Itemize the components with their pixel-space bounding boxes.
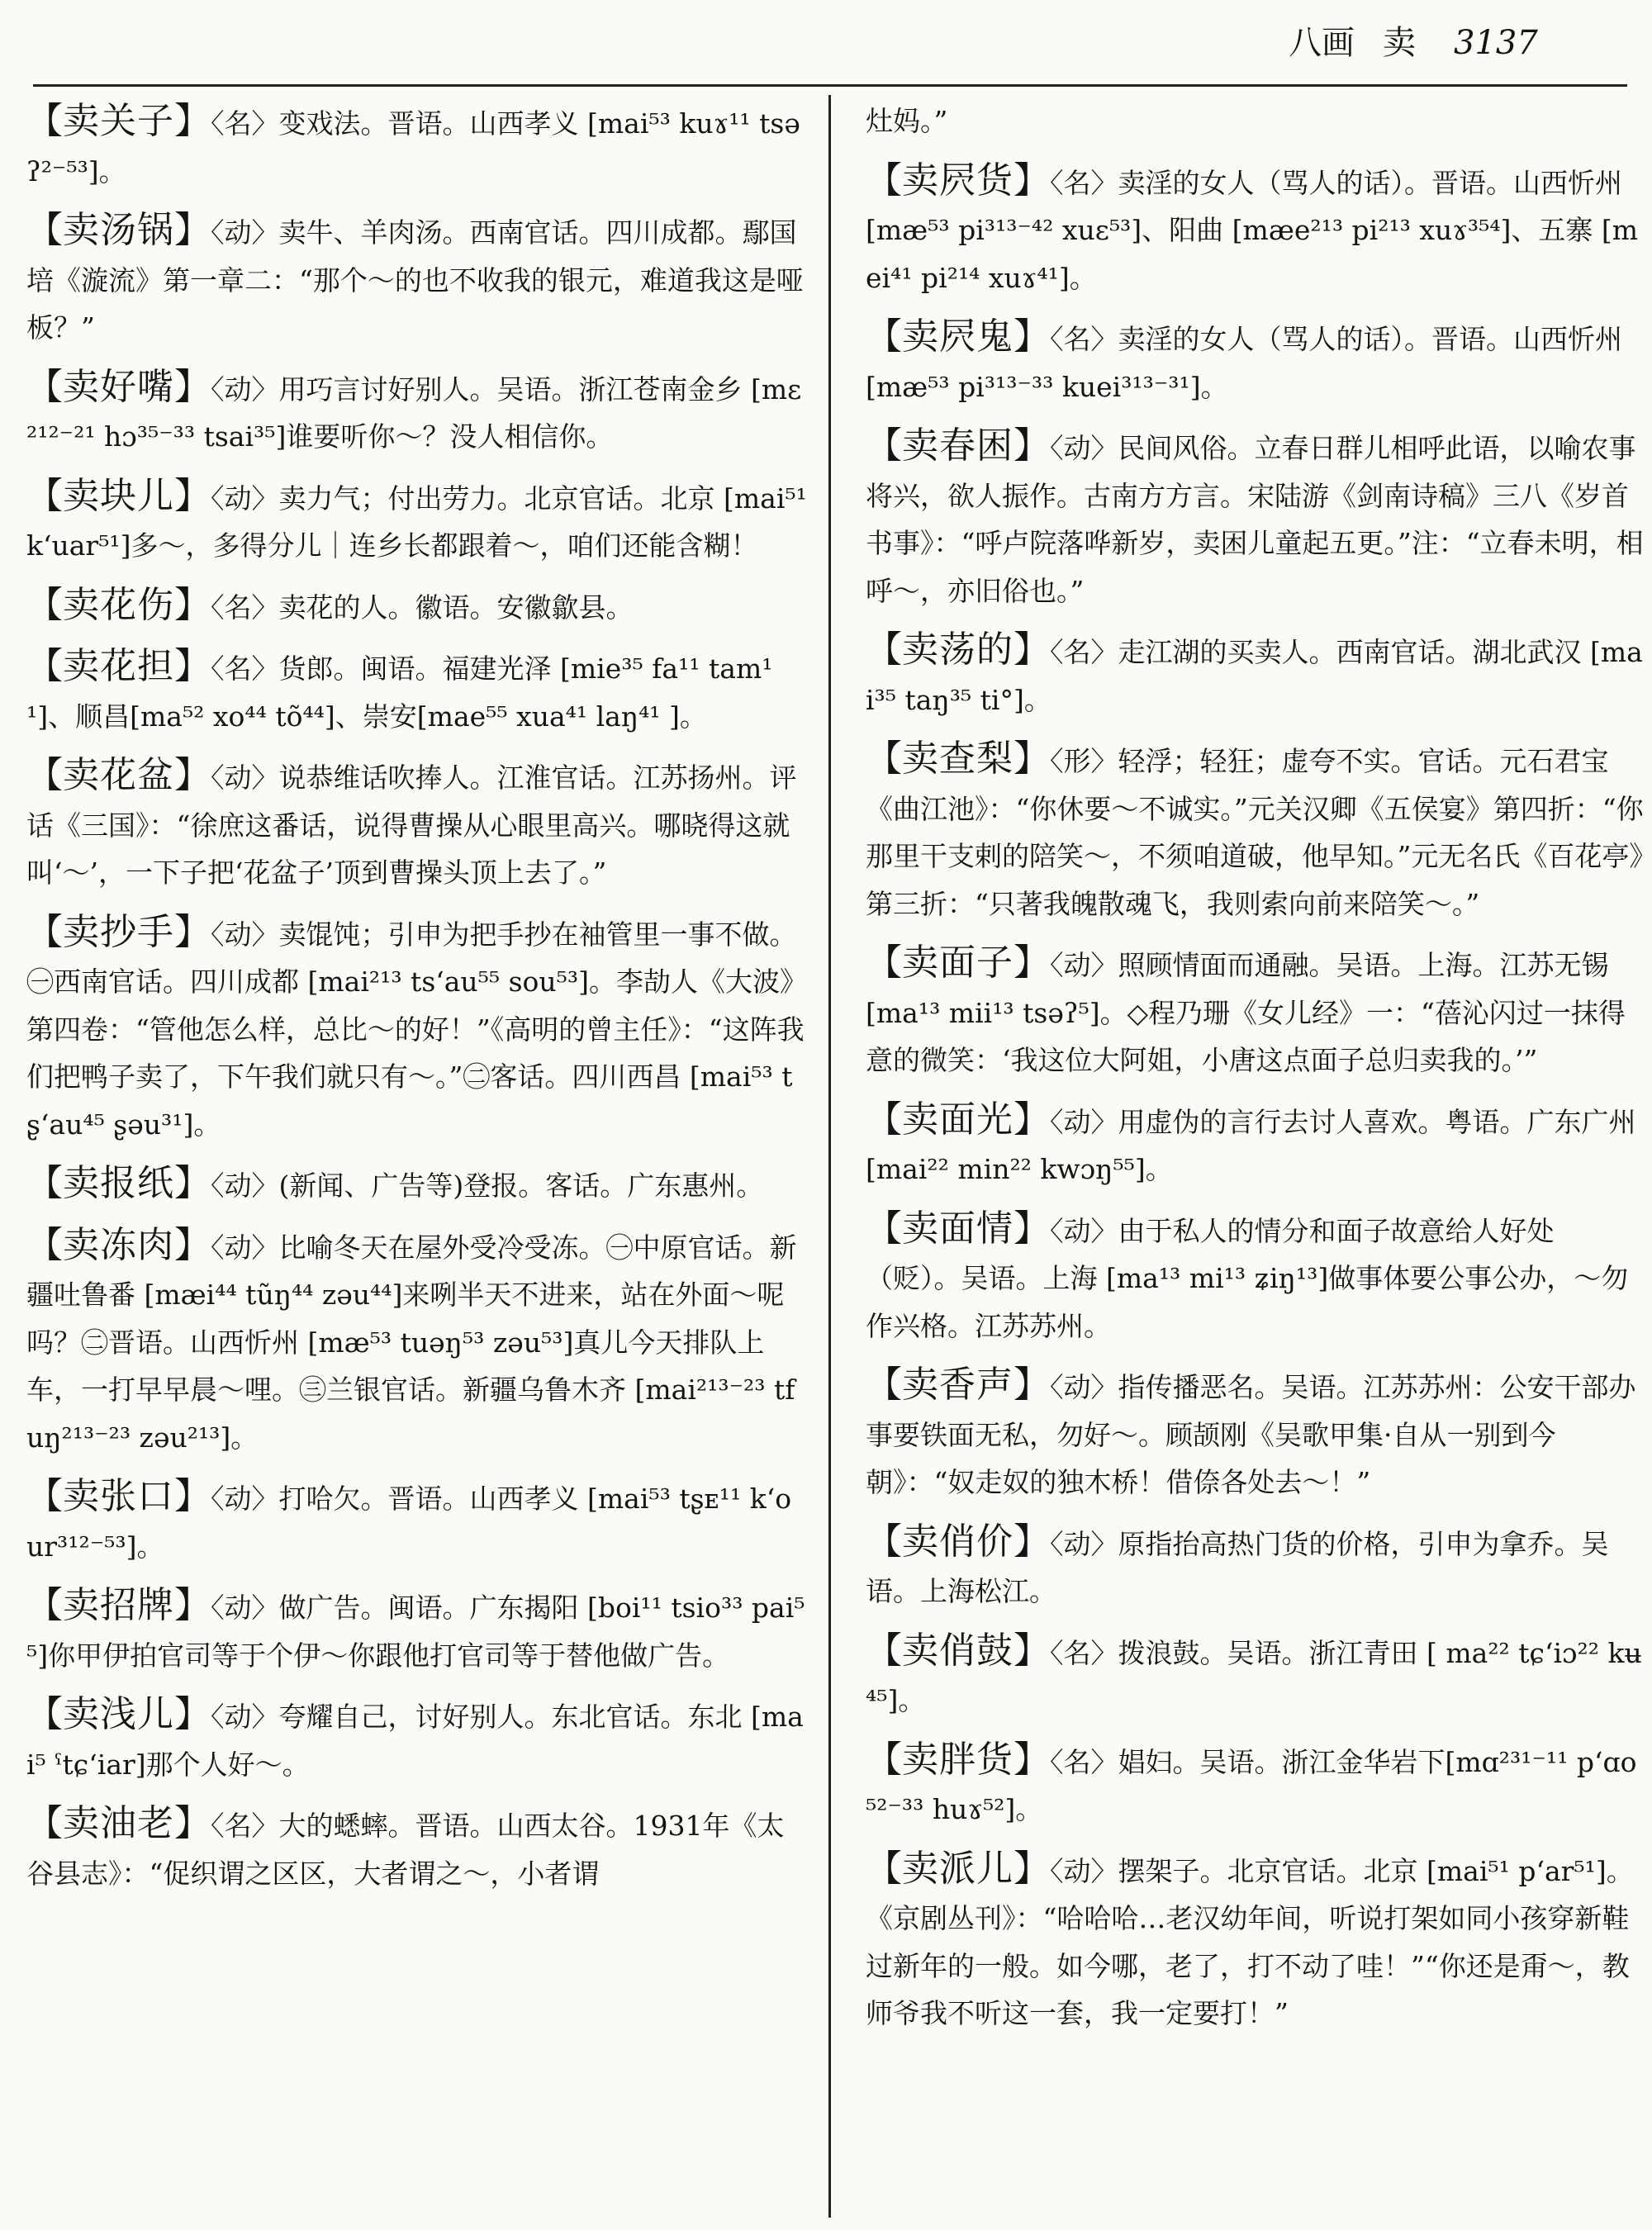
entry-headword: 卖香声 [902,1364,1014,1406]
entry-headword: 卖抄手 [63,910,174,953]
dictionary-entry [26,1582,807,1679]
entry-definition: 〈动〉由于私人的情分和面子故意给人好处（贬）。吴语。上海 [ma¹³ mi¹³ ʑiŋ¹³]做事体要公事公办，～勿作兴格。江苏苏州。 [866,1214,1629,1342]
entry-definition: 〈动〉卖力气；付出劳力。北京官话。北京 [mai⁵¹ k‘uar⁵¹]多～，多得分儿｜连乡长都跟着～，咱们还能含糊！ [26,482,807,562]
dictionary-entry [866,626,1646,724]
dictionary-entry [26,1160,807,1210]
bracket-close: 】 [174,474,211,517]
entry-headword: 卖胖货 [902,1738,1014,1781]
bracket-close: 】 [1014,1098,1050,1141]
bracket-open: 【 [26,1162,63,1204]
bracket-close: 】 [1014,1207,1050,1250]
bracket-close: 】 [1014,942,1050,984]
entry-headword: 卖汤锅 [63,209,174,251]
bracket-close: 】 [174,100,211,142]
running-header [1289,10,1619,76]
bracket-close: 】 [1014,1629,1050,1672]
bracket-open: 【 [26,910,63,953]
dictionary-entry [26,581,807,632]
entry-definition: 〈动〉做广告。闽语。广东揭阳 [boi¹¹ tsio³³ pai⁵⁵]你甲伊拍官司等于个伊～你跟他打官司等于替他做广告。 [26,1592,805,1672]
entry-headword: 卖花伤 [63,583,174,626]
entry-definition: 〈动〉用虚伪的言行去讨人喜欢。粤语。广东广州 [mai²² min²² kwɔŋ⁵⁵]。 [866,1105,1636,1185]
entry-definition: 〈名〉卖花的人。徽语。安徽歙县。 [211,591,634,624]
header-headword: 卖 [1383,24,1416,62]
bracket-close: 】 [1014,738,1050,780]
bracket-open: 【 [26,754,63,796]
right-column [866,97,1646,2212]
entry-headword: 卖荡的 [902,629,1014,671]
bracket-close: 】 [174,1693,211,1735]
bracket-open: 【 [866,1098,902,1141]
dictionary-entry [26,363,807,461]
bracket-open: 【 [26,645,63,687]
entry-headword: 卖屄鬼 [902,316,1014,358]
bracket-open: 【 [866,738,902,780]
bracket-open: 【 [26,1802,63,1844]
bracket-open: 【 [866,316,902,358]
bracket-close: 】 [1014,425,1050,467]
bracket-close: 】 [174,1802,211,1844]
dictionary-entry [866,157,1646,302]
entry-definition: 〈动〉照顾情面而通融。吴语。上海。江苏无锡 [ma¹³ mii¹³ tsəʔ⁵]。◇程乃珊《女儿经》一：“蓓沁闪过一抹得意的微笑：‘我这位大阿姐，小唐这点面子总归卖我的。’” [866,949,1626,1076]
dictionary-entry [26,1222,807,1462]
entry-headword: 卖面情 [902,1207,1014,1250]
entry-headword: 卖招牌 [63,1584,174,1626]
entry-definition: 〈名〉卖淫的女人（骂人的话）。晋语。山西忻州 [mæ⁵³ pi³¹³⁻⁴² xuɛ⁵³]、阳曲 [mæe²¹³ pi²¹³ xuɤ³⁵⁴]、五寨 [mei⁴¹ pi²¹⁴ xuɤ⁴¹]。 [866,166,1639,294]
entry-definition: 〈名〉走江湖的买卖人。西南官话。湖北武汉 [mai³⁵ taŋ³⁵ ti°]。 [866,636,1643,716]
dictionary-entry [866,1518,1646,1616]
dictionary-entry [866,735,1646,928]
entry-definition: 〈名〉娼妇。吴语。浙江金华岩下[mɑ²³¹⁻¹¹ p‘ɑo⁵²⁻³³ huɤ⁵²]。 [866,1745,1637,1825]
bracket-open: 【 [26,1693,63,1735]
bracket-close: 】 [174,645,211,687]
entry-definition: 〈名〉拨浪鼓。吴语。浙江青田 [ ma²² tɕ‘iɔ²² kʉ⁴⁵]。 [866,1636,1642,1716]
dictionary-entry [26,206,807,352]
dictionary-entry [26,752,807,897]
dictionary-entry [866,939,1646,1084]
bracket-close: 】 [1014,316,1050,358]
entry-definition: 〈动〉打哈欠。晋语。山西孝义 [mai⁵³ tʂᴇ¹¹ k‘our³¹²⁻⁵³]。 [26,1483,792,1563]
bracket-open: 【 [26,365,63,408]
dictionary-entry [866,422,1646,614]
entry-headword: 卖浅儿 [63,1693,174,1735]
left-column [26,97,807,2212]
dictionary-entry [866,1845,1646,2038]
bracket-close: 】 [1014,1520,1050,1563]
bracket-close: 】 [1014,1738,1050,1781]
dictionary-entry [866,313,1646,410]
bracket-close: 】 [174,910,211,953]
dictionary-entry [866,1627,1646,1725]
entry-definition: 〈动〉(新闻、广告等)登报。客话。广东惠州。 [211,1170,764,1202]
entry-headword: 卖关子 [63,100,174,142]
dictionary-entry [26,472,807,570]
dictionary-entry [866,1361,1646,1506]
entry-definition: 〈动〉卖牛、羊肉汤。西南官话。四川成都。鄢国培《漩流》第一章二：“那个～的也不收我的银元，难道我这是哑板？” [26,216,804,344]
bracket-close: 】 [174,1475,211,1517]
entry-headword: 卖俏价 [902,1520,1014,1563]
entry-headword: 卖油老 [63,1802,174,1844]
bracket-close: 】 [174,209,211,251]
entry-definition: 〈名〉货郎。闽语。福建光泽 [mie³⁵ fa¹¹ tam¹¹]、顺昌[ma⁵² xo⁴⁴ tõ⁴⁴]、崇安[mae⁵⁵ xua⁴¹ laŋ⁴¹ ]。 [26,652,773,733]
entry-headword: 卖花担 [63,645,174,687]
dictionary-entry [26,1800,807,1897]
bracket-close: 】 [174,365,211,408]
header-rule [33,84,1627,87]
bracket-close: 】 [174,1223,211,1266]
entry-headword: 卖好嘴 [63,365,174,408]
bracket-open: 【 [26,209,63,251]
entry-definition: 〈动〉说恭维话吹捧人。江淮官话。江苏扬州。评话《三国》：“徐庶这番话，说得曹操从心眼里高兴。哪晓得这就叫‘～’，一下子把‘花盆子’顶到曹操头顶上去了。” [26,762,797,889]
bracket-open: 【 [866,1207,902,1250]
dictionary-entry [26,643,807,740]
entry-definition: 〈动〉比喻冬天在屋外受冷受冻。㊀中原官话。新疆吐鲁番 [mæi⁴⁴ tũŋ⁴⁴ zəu⁴⁴]来咧半天不进来，站在外面～呢吗？㊁晋语。山西忻州 [mæ⁵³ tuəŋ⁵³ zəu⁵³]真儿今天排队上车，一打早早晨～哩。㊂兰银官话。新疆乌鲁木齐 [mai²¹³⁻²³ tfuŋ²¹³⁻²³ zəu²¹³]。 [26,1231,797,1454]
bracket-close: 】 [1014,1364,1050,1406]
entry-headword: 卖面光 [902,1098,1014,1141]
bracket-open: 【 [866,1847,902,1890]
entry-definition: 〈动〉原指抬高热门货的价格，引申为拿乔。吴语。上海松江。 [866,1527,1609,1607]
bracket-open: 【 [26,1475,63,1517]
entry-headword: 卖俏鼓 [902,1629,1014,1672]
entry-definition: 〈动〉夸耀自己，讨好别人。东北官话。东北 [mai⁵ ˤtɕ‘iar]那个人好～。 [26,1701,804,1781]
bracket-open: 【 [866,1520,902,1563]
entry-continuation: 灶妈。” [866,105,948,137]
entry-definition: 〈动〉用巧言讨好别人。吴语。浙江苍南金乡 [mɛ²¹²⁻²¹ hɔ³⁵⁻³³ tsai³⁵]谁要听你～？没人相信你。 [26,372,802,453]
entry-definition: 〈名〉大的蟋蟀。晋语。山西太谷。1931年《太谷县志》：“促织谓之区区，大者谓之～，小者谓 [26,1810,785,1890]
bracket-open: 【 [866,942,902,984]
bracket-open: 【 [866,1629,902,1672]
bracket-close: 】 [174,1584,211,1626]
entry-definition: 〈形〉轻浮；轻狂；虚夸不实。官话。元石君宝《曲江池》：“你休要～不诚实。”元关汉卿《五侯宴》第四折：“你那里干支剌的陪笑～，不须咱道破，他早知。”元无名氏《百花亭》第三折：“只著我魄散魂飞，我则索向前来陪笑～。” [866,745,1644,920]
bracket-close: 】 [174,754,211,796]
entry-definition: 〈名〉卖淫的女人（骂人的话）。晋语。山西忻州 [mæ⁵³ pi³¹³⁻³³ kuei³¹³⁻³¹]。 [866,323,1622,403]
entry-headword: 卖张口 [63,1475,174,1517]
entry-definition: 〈动〉指传播恶名。吴语。江苏苏州：公安干部办事要铁面无私，勿好～。顾颉刚《吴歌甲集·自从一别到今朝》：“奴走奴的独木桥！借倷各处去～！” [866,1371,1636,1498]
entry-definition: 〈名〉变戏法。晋语。山西孝义 [mai⁵³ kuɤ¹¹ tsəʔ²⁻⁵³]。 [26,107,800,187]
entry-headword: 卖春困 [902,425,1014,467]
dictionary-entry [866,1096,1646,1193]
bracket-open: 【 [26,474,63,517]
entry-definition: 〈动〉民间风俗。立春日群儿相呼此语，以喻农事将兴，欲人振作。古南方方言。宋陆游《剑南诗稿》三八《岁首书事》：“呼卢院落哗新岁，卖困儿童起五更。”注：“立春未明，相呼～，亦旧俗也。” [866,432,1644,607]
column-divider [828,95,831,2218]
dictionary-entry [26,909,807,1149]
entry-definition: 〈动〉卖馄饨；引申为把手抄在袖管里一事不做。㊀西南官话。四川成都 [mai²¹³ ts‘au⁵⁵ sou⁵³]。李劼人《大波》第四卷：“管他怎么样，总比～的好！”《高明的曾主任》：“这阵我们把鸭子卖了，下午我们就只有～。”㊁客话。四川西昌 [mai⁵³ tʂ‘au⁴⁵ ʂəu³¹]。 [26,918,807,1141]
dictionary-entry [866,1205,1646,1350]
entry-headword: 卖报纸 [63,1162,174,1204]
bracket-close: 】 [1014,1847,1050,1890]
entry-headword: 卖派儿 [902,1847,1014,1890]
dictionary-entry [866,1736,1646,1834]
bracket-open: 【 [866,159,902,202]
bracket-close: 】 [1014,159,1050,202]
bracket-open: 【 [26,1223,63,1266]
bracket-close: 】 [174,1162,211,1204]
bracket-close: 】 [1014,629,1050,671]
bracket-open: 【 [866,1364,902,1406]
bracket-open: 【 [866,425,902,467]
dictionary-entry [26,1473,807,1570]
bracket-open: 【 [866,629,902,671]
entry-headword: 卖面子 [902,942,1014,984]
entry-headword: 卖花盆 [63,754,174,796]
entry-headword: 卖查梨 [902,738,1014,780]
entry-headword: 卖块儿 [63,474,174,517]
entry-headword: 卖屄货 [902,159,1014,202]
bracket-close: 】 [174,583,211,626]
bracket-open: 【 [26,583,63,626]
bracket-open: 【 [26,100,63,142]
page-number: 3137 [1454,24,1538,62]
bracket-open: 【 [866,1738,902,1781]
dictionary-entry [26,1691,807,1788]
bracket-open: 【 [26,1584,63,1626]
header-section: 八画 [1289,24,1355,62]
entry-headword: 卖冻肉 [63,1223,174,1266]
entry-definition: 〈动〉摆架子。北京官话。北京 [mai⁵¹ p‘ar⁵¹]。《京剧丛刊》：“哈哈哈…老汉幼年间，听说打架如同小孩穿新鞋过新年的一般。如今哪，老了，打不动了哇！”“你还是甭～，教师爷我不听这一套，我一定要打！” [866,1854,1634,2029]
dictionary-entry [26,97,807,195]
